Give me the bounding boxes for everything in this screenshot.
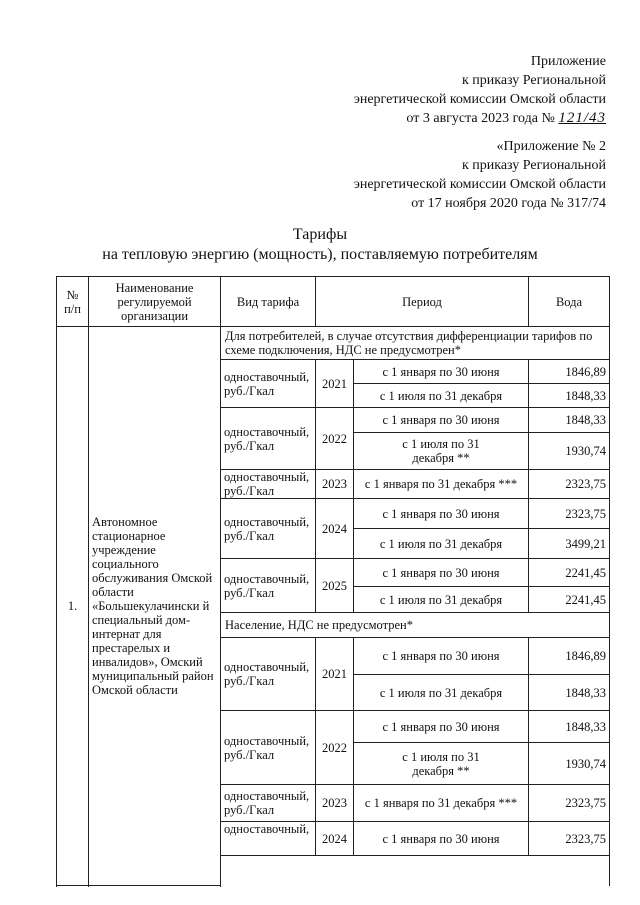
value-cell: 1848,33 — [529, 675, 610, 711]
tariff-kind: одноставочный, руб./Гкал — [221, 470, 316, 499]
period-cell: с 1 июля по 31 декабря — [354, 529, 529, 559]
appendix2-commission-name: энергетической комиссии Омской области — [353, 177, 606, 192]
appendix2-label: «Приложение № 2 — [496, 139, 606, 154]
year-cell: 2024 — [316, 499, 354, 559]
period-cell: с 1 января по 30 июня — [354, 822, 529, 856]
year-cell: 2021 — [316, 360, 354, 408]
header-kind: Вид тарифа — [221, 277, 316, 327]
handwritten-order-number: 121/43 — [558, 110, 606, 126]
appendix2-header — [354, 137, 606, 213]
year-cell: 2022 — [316, 711, 354, 785]
value-cell: 1848,33 — [529, 384, 610, 408]
year-cell: 2023 — [316, 470, 354, 499]
tariff-kind: одноставочный, руб./Гкал — [221, 711, 316, 785]
period-cell: с 1 января по 30 июня — [354, 499, 529, 529]
tariff-kind: одноставочный, руб./Гкал — [221, 408, 316, 470]
value-cell: 2241,45 — [529, 559, 610, 587]
row-number: 1. — [57, 327, 89, 886]
value-cell: 2241,45 — [529, 587, 610, 613]
appendix-header — [354, 52, 606, 128]
period-cell: с 1 января по 30 июня — [354, 711, 529, 743]
table-header-row — [57, 277, 610, 327]
period-cell: с 1 июля по 31 декабря ** — [354, 433, 529, 470]
page-subtitle: на тепловую энергию (мощность), поставляемую потребителям — [102, 246, 538, 263]
period-cell: с 1 января по 30 июня — [354, 360, 529, 384]
tariff-kind: одноставочный, руб./Гкал — [221, 638, 316, 711]
period-cell: с 1 июля по 31 декабря — [354, 675, 529, 711]
value-cell: 1930,74 — [529, 433, 610, 470]
tariff-kind: одноставочный, руб./Гкал — [221, 499, 316, 559]
appendix2-order-reference: к приказу Региональной — [461, 158, 606, 173]
period-cell: с 1 января по 31 декабря *** — [354, 470, 529, 499]
period-cell: с 1 июля по 31 декабря ** — [354, 743, 529, 785]
value-cell: 2323,75 — [529, 470, 610, 499]
commission-name: энергетической комиссии Омской области — [353, 92, 606, 107]
year-cell: 2023 — [316, 785, 354, 822]
value-cell: 3499,21 — [529, 529, 610, 559]
period-cell: с 1 июля по 31 декабря — [354, 384, 529, 408]
value-cell: 2323,75 — [529, 822, 610, 856]
year-cell: 2022 — [316, 408, 354, 470]
organization-name: Автономное стационарное учреждение социального обслуживания Омской области «Большекулачински й специальный дом-интернат для престарелых и инвалидов», Омский муниципальный район Омской области — [89, 327, 221, 886]
tariff-kind: одноставочный, руб./Гкал — [221, 360, 316, 408]
year-cell: 2025 — [316, 559, 354, 613]
tariff-kind: одноставочный, руб./Гкал — [221, 785, 316, 822]
tariff-kind: одноставочный, — [221, 822, 316, 856]
value-cell: 2323,75 — [529, 785, 610, 822]
value-cell: 1846,89 — [529, 638, 610, 675]
section2-note: Население, НДС не предусмотрен* — [221, 613, 610, 638]
header-org: Наименование регулируемой организации — [89, 277, 221, 327]
period-cell: с 1 июля по 31 декабря — [354, 587, 529, 613]
value-cell: 1846,89 — [529, 360, 610, 384]
period-cell: с 1 января по 31 декабря *** — [354, 785, 529, 822]
value-cell: 2323,75 — [529, 499, 610, 529]
period-cell: с 1 января по 30 июня — [354, 559, 529, 587]
year-cell: 2024 — [316, 822, 354, 856]
period-cell: с 1 января по 30 июня — [354, 638, 529, 675]
period-cell: с 1 января по 30 июня — [354, 408, 529, 433]
value-cell: 1848,33 — [529, 408, 610, 433]
tariff-table — [56, 276, 610, 886]
order-reference: к приказу Региональной — [461, 73, 606, 88]
table-continuation — [221, 856, 610, 886]
order-date: от 3 августа 2023 года № 121/43 — [406, 110, 606, 126]
header-water: Вода — [529, 277, 610, 327]
header-num: № п/п — [57, 277, 89, 327]
page-title: Тарифы — [292, 226, 348, 243]
header-period: Период — [316, 277, 529, 327]
appendix-label: Приложение — [530, 54, 606, 69]
tariff-kind: одноставочный, руб./Гкал — [221, 559, 316, 613]
value-cell: 1930,74 — [529, 743, 610, 785]
value-cell: 1848,33 — [529, 711, 610, 743]
appendix2-order-date: от 17 ноября 2020 года № 317/74 — [411, 196, 606, 211]
section1-note: Для потребителей, в случае отсутствия дифференциации тарифов по схеме подключения, НДС не предусмотрен* — [221, 327, 610, 360]
year-cell: 2021 — [316, 638, 354, 711]
